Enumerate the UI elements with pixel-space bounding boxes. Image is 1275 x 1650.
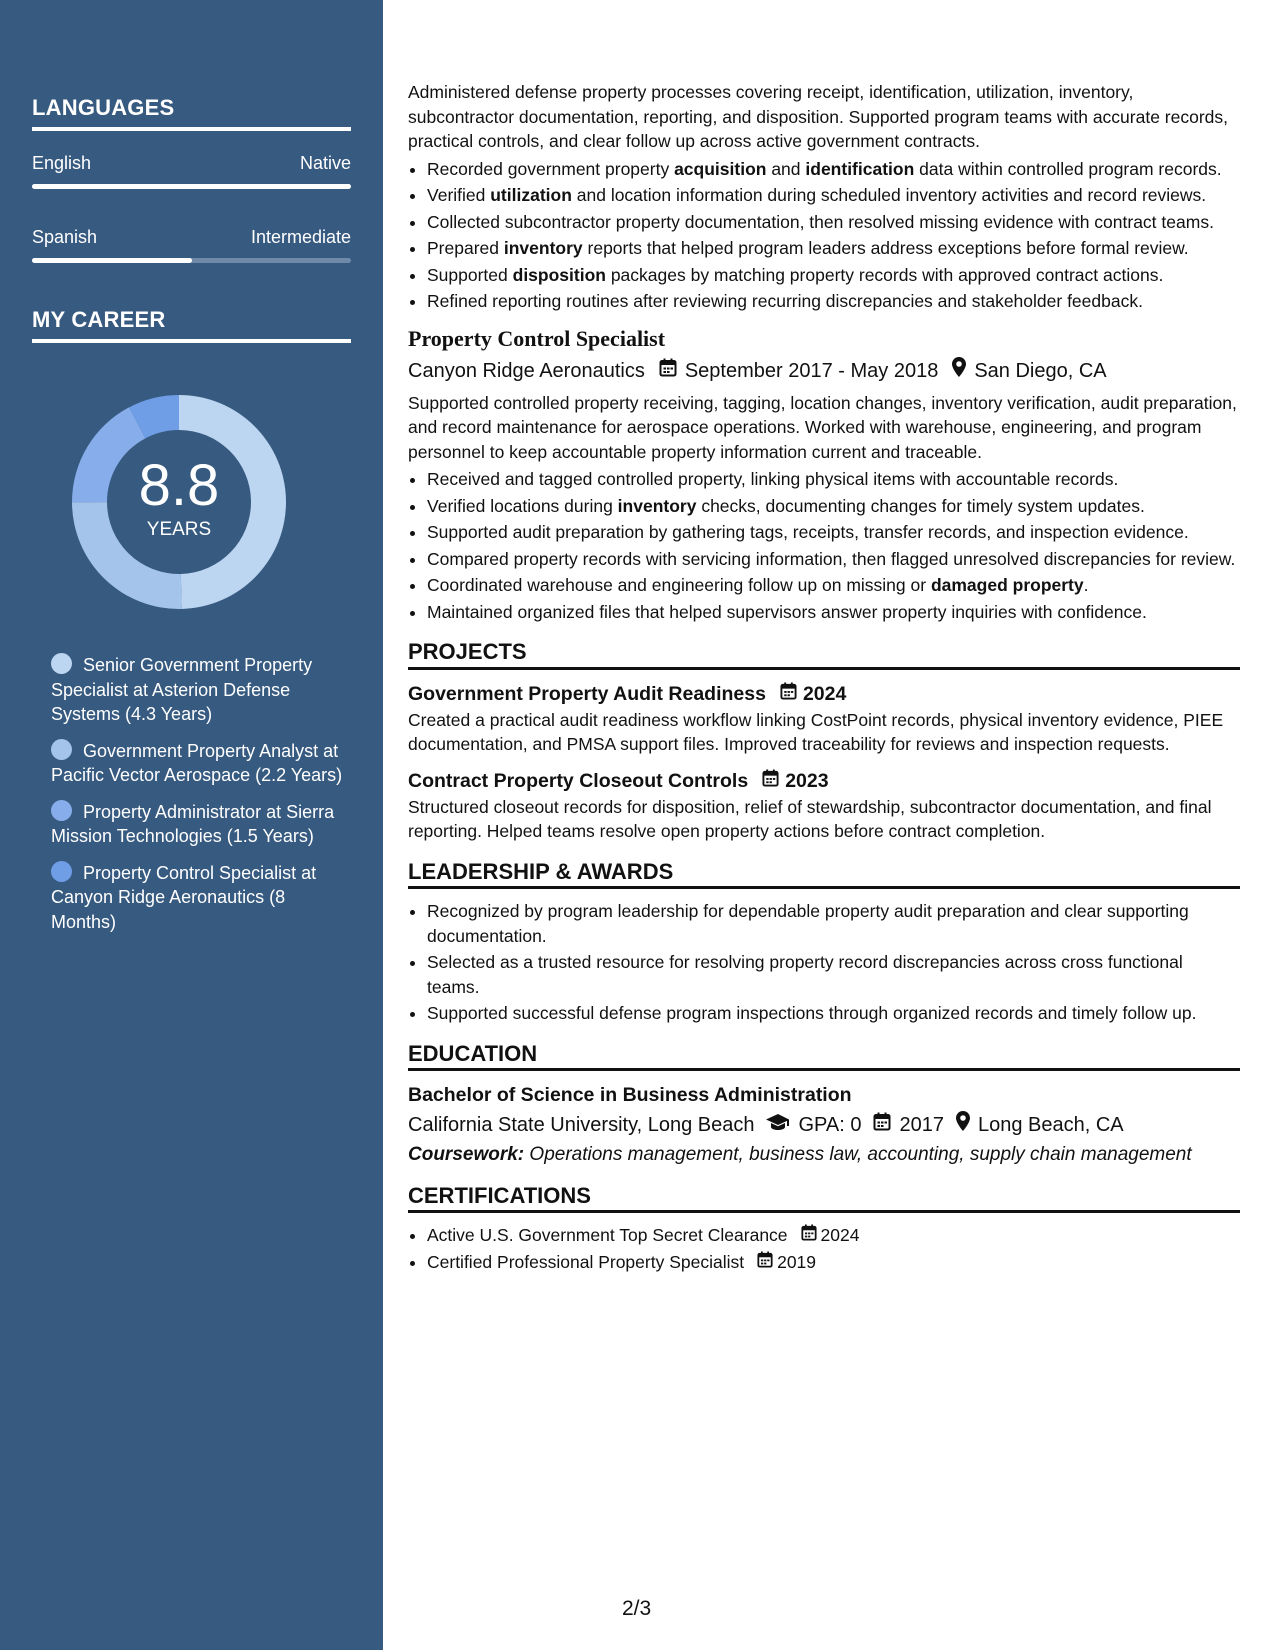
career-total-value: 8.8 [138,453,220,518]
job-bullets [427,157,1240,314]
job-bullet [427,573,1240,598]
leadership-list [427,899,1240,1026]
project-title: Government Property Audit Readiness [408,682,766,705]
career-item-label: Government Property Analyst at Pacific Vector Aerospace (2.2 Years) [51,740,343,785]
calendar-icon [762,767,779,795]
language-bar [32,184,351,189]
certifications-list [427,1223,1240,1274]
main-content [408,80,1240,1276]
language-name: English [32,153,92,173]
certification-item [427,1223,1240,1248]
career-dot-icon [51,653,72,674]
page-number: 2/3 [622,1597,652,1620]
certifications-section [408,1184,1240,1275]
bullet-text: data within controlled program records. [914,158,1222,179]
location-pin-icon [956,1111,970,1139]
job-bullet [427,263,1240,288]
job-location: San Diego, CA [974,359,1107,382]
job-bullet: • Maintained organized files that helped supervisors answer property inquiries with confidence. [427,600,1240,625]
career-item [51,739,351,788]
bullet-text: packages by matching property records with approved contract actions. [605,264,1164,285]
education-year: 2017 [899,1114,944,1136]
bullet-keyword: inventory [503,238,583,258]
certification-item [427,1250,1240,1275]
bullet-text: Supported [427,264,513,285]
education-location: Long Beach, CA [977,1114,1124,1136]
career-dot-icon [51,861,72,882]
language-name: Spanish [32,227,98,247]
leadership-item: • Recognized by program leadership for dependable property audit preparation and clear supporting documentation. [427,899,1240,948]
leadership-heading: LEADERSHIP & AWARDS [408,860,1240,890]
education-heading: EDUCATION [408,1042,1240,1072]
project-year: 2024 [802,682,847,705]
job-bullet [427,494,1240,519]
project-description: Structured closeout records for disposition, relief of stewardship, subcontractor documentation, and final reporting. Helped teams resolve open property actions before contract completion. [408,796,1212,841]
bullet-keyword: acquisition [674,158,767,179]
coursework-text: Operations management, business law, accounting, supply chain management [524,1144,1192,1165]
education-meta [408,1111,1240,1139]
bullet-keyword: utilization [490,185,572,205]
calendar-icon [780,680,797,708]
job-dates: September 2017 - May 2018 [684,359,939,382]
career-list [32,653,351,934]
certification-name: • Active U.S. Government Top Secret Clearance [427,1225,788,1245]
language-bar-fill [32,184,351,189]
education-school: California State University, Long Beach [408,1114,755,1136]
job-bullet [427,157,1240,182]
certification-name: • Certified Professional Property Specialist [427,1251,745,1272]
bullet-text: and [766,158,806,179]
career-item [51,861,351,935]
career-total-unit: YEARS [146,519,212,540]
career-donut [64,387,294,617]
education-coursework [408,1143,1240,1168]
bullet-text: Recorded government property [427,158,675,179]
certifications-heading: CERTIFICATIONS [408,1184,1240,1214]
bullet-keyword: damaged property [930,575,1084,595]
language-english [32,153,351,189]
education-degree: Bachelor of Science in Business Administration [408,1084,852,1106]
project-item [408,680,1240,757]
coursework-label: Coursework: [408,1144,525,1165]
leadership-section [408,860,1240,1026]
bullet-text: and location information during scheduled inventory activities and record reviews. [571,185,1207,205]
project-year: 2023 [785,769,829,792]
job-canyon-ridge [408,324,1240,625]
certification-year: 2024 [820,1225,860,1245]
language-level: Intermediate [250,227,351,247]
bullet-keyword: identification [805,158,915,179]
language-level: Native [299,153,351,173]
career-dot-icon [51,800,72,821]
job-bullet: • Compared property records with servicing information, then flagged unresolved discrepancies for review. [427,547,1240,572]
location-pin-icon [952,357,966,385]
bullet-text: checks, documenting changes for timely system updates. [696,495,1145,516]
job-bullet [427,183,1240,208]
education-section [408,1042,1240,1168]
projects-heading: PROJECTS [408,640,1240,670]
language-spanish [32,227,351,263]
leadership-item: • Supported successful defense program inspections through organized records and timely follow up. [427,1001,1240,1026]
languages-heading: LANGUAGES [32,95,351,131]
job-meta [408,357,1240,385]
language-bar [32,258,351,263]
calendar-icon [659,357,677,385]
career-dot-icon [51,739,72,760]
job-asterion [408,80,1240,314]
job-summary: Supported controlled property receiving, tagging, location changes, inventory verification, audit preparation, and record maintenance for aerospace operations. Worked with warehouse, engineering, and program personnel to keep accountable property information current and traceable. [408,392,1237,462]
calendar-icon [873,1111,891,1139]
job-bullet: • Collected subcontractor property documentation, then resolved missing evidence with contract teams. [427,210,1240,235]
career-item [51,800,351,849]
career-item-label: Property Administrator at Sierra Mission Technologies (1.5 Years) [51,801,335,846]
bullet-text: reports that helped program leaders address exceptions before formal review. [582,238,1189,258]
job-bullet: • Supported audit preparation by gathering tags, receipts, transfer records, and inspection evidence. [427,520,1240,545]
bullet-text: . [1083,575,1089,595]
bullet-text: Verified locations during [427,495,618,516]
calendar-icon [757,1250,773,1275]
sidebar [0,0,383,1650]
job-summary: Administered defense property processes covering receipt, identification, utilization, inventory, subcontractor documentation, reporting, and disposition. Supported program teams with accurate records, practical controls, and clear follow up across active government contracts. [408,82,1229,151]
language-bar-fill [32,258,192,263]
career-heading: MY CAREER [32,307,351,343]
bullet-text: Coordinated warehouse and engineering follow up on missing or [427,575,931,595]
bullet-keyword: inventory [617,495,697,516]
job-company: Canyon Ridge Aeronautics [408,359,645,382]
bullet-text: Verified [427,185,491,205]
job-bullets [427,467,1240,624]
job-bullet: • Refined reporting routines after reviewing recurring discrepancies and stakeholder feedback. [427,289,1240,314]
job-bullet [427,236,1240,261]
job-title: Property Control Specialist [408,325,666,351]
calendar-icon [801,1223,817,1248]
career-item [51,653,351,727]
project-description: Created a practical audit readiness workflow linking CostPoint records, physical inventory evidence, PIEE documentation, and PMSA support files. Improved traceability for reviews and inspection requests. [408,709,1224,754]
bullet-text: Prepared [427,238,504,258]
project-item [408,767,1240,844]
projects-section [408,640,1240,844]
leadership-item: • Selected as a trusted resource for resolving property record discrepancies across cross functional teams. [427,950,1240,999]
job-bullet: • Received and tagged controlled property, linking physical items with accountable records. [427,467,1240,492]
certification-year: 2019 [777,1251,817,1272]
education-gpa: GPA: 0 [798,1114,862,1136]
graduation-cap-icon [766,1111,790,1139]
career-item-label: Property Control Specialist at Canyon Ridge Aeronautics (8 Months) [51,862,317,932]
project-title: Contract Property Closeout Controls [408,769,749,792]
bullet-keyword: disposition [512,264,606,285]
career-item-label: Senior Government Property Specialist at Asterion Defense Systems (4.3 Years) [51,655,313,724]
